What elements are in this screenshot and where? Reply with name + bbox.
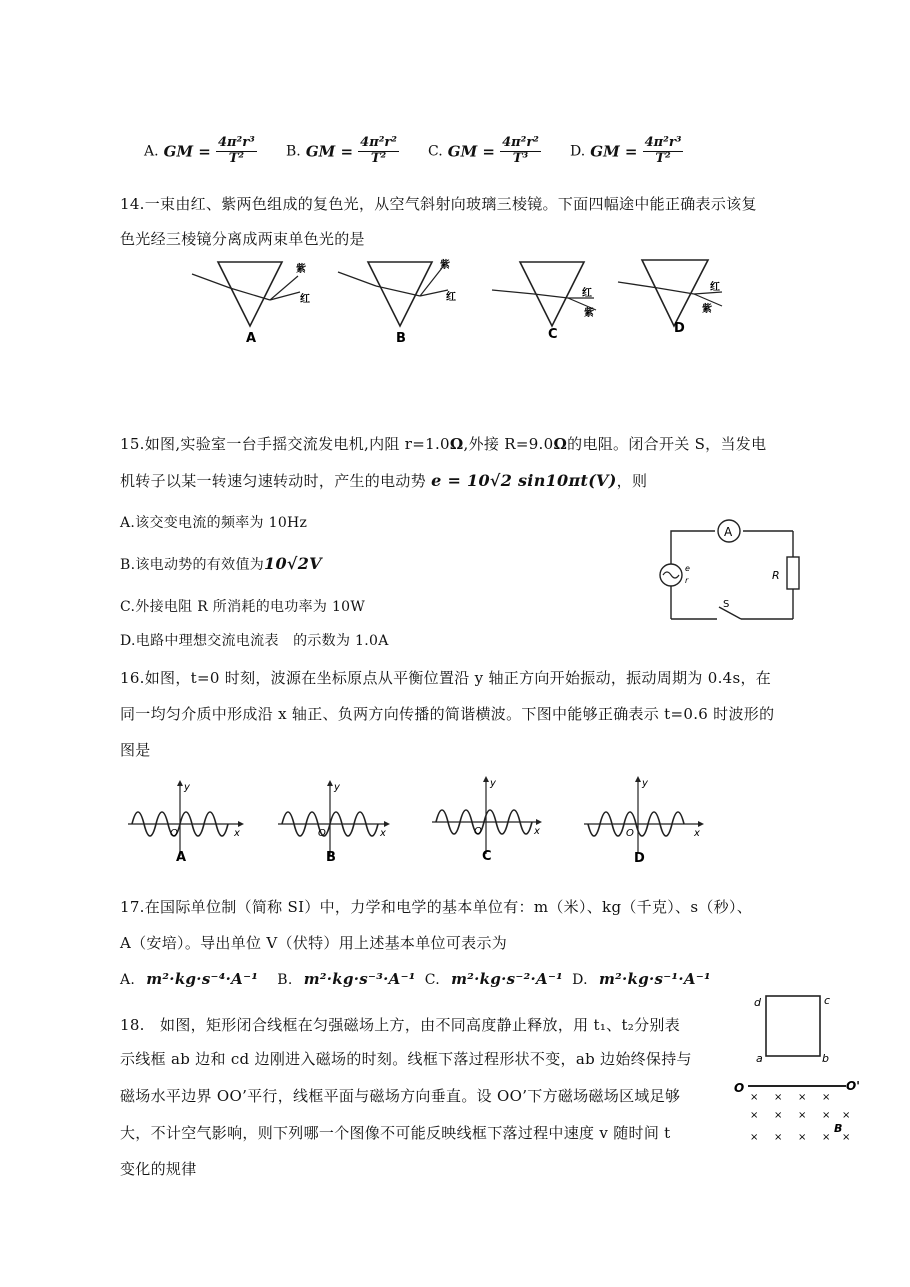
field-cross: × [822, 1132, 831, 1143]
q17-option-d-letter: D. [572, 972, 588, 988]
wave-d-label: D [634, 851, 645, 864]
q13-option-b-letter: B. [286, 143, 301, 160]
field-cross: × [798, 1110, 807, 1121]
q18-frame-field-diagram [730, 990, 870, 1150]
frame-b-label: b [822, 1052, 829, 1065]
q17-option-a-expr: m²·kg·s⁻⁴·A⁻¹ [146, 970, 259, 988]
q13-option-c-frac [500, 136, 541, 167]
q15-line1 [120, 433, 766, 454]
q17-option-a-letter: A. [120, 972, 136, 988]
wave-a-label: A [176, 850, 187, 864]
q13-option-b-num: 4π²r² [360, 135, 397, 150]
prism-figure-c [492, 262, 596, 342]
q15-line2-a: 机转子以某一转速匀速转动时，产生的电动势 [120, 472, 427, 490]
boundary-o-label: O [734, 1081, 745, 1095]
q18-line4: 大，不计空气影响，则下列哪一个图像不可能反映线框下落过程中速度 v 随时间 t [120, 1124, 671, 1142]
q17-option-c-letter: C. [424, 972, 440, 988]
q13-option-d-letter: D. [570, 143, 586, 160]
q15-option-b-math: 10√2V [264, 554, 322, 573]
q14-line1: 14.一束由红、紫两色组成的复色光，从空气斜射向玻璃三棱镜。下面四幅途中能正确表示该复 [120, 195, 757, 213]
wave-d-x-label: x [694, 828, 700, 839]
prism-d-label: D [674, 321, 685, 336]
field-cross: × [798, 1092, 807, 1103]
prism-figure-a [192, 262, 310, 346]
q15-line1-b: ,外接 R=9.0 [463, 435, 554, 453]
frame-a-label: a [756, 1052, 763, 1065]
field-cross: × [774, 1132, 783, 1143]
field-cross: × [822, 1092, 831, 1103]
wave-d-y-label: y [642, 778, 648, 789]
wave-b-label: B [326, 850, 336, 864]
q13-option-d [570, 136, 683, 167]
q13-option-b-lhs: GM = [305, 142, 354, 161]
q15-line2-b: ，则 [616, 472, 648, 490]
q13-option-a-lhs: GM = [163, 142, 211, 161]
prism-c-label: C [548, 327, 558, 342]
generator-r-label: r [685, 576, 689, 585]
q18-line1: 18. 如图，矩形闭合线框在匀强磁场上方，由不同高度静止释放，用 t₁、t₂分别表 [120, 1016, 681, 1034]
q13-options [140, 124, 740, 170]
q13-option-a [144, 136, 257, 167]
q13-option-d-frac [643, 136, 684, 167]
q13-option-d-den: T² [655, 150, 671, 166]
q17-option-b-expr: m²·kg·s⁻³·A⁻¹ [303, 970, 416, 988]
frame-c-label: c [824, 994, 831, 1007]
resistor-label: R [772, 569, 780, 582]
q16-line1: 16.如图，t=0 时刻，波源在坐标原点从平衡位置沿 y 轴正方向开始振动，振动周期为 0.4s，在 [120, 669, 772, 687]
wave-b-x-label: x [380, 828, 386, 839]
rect-frame [766, 996, 820, 1056]
field-cross: × [842, 1110, 851, 1121]
q15-ohm-1: Ω [449, 435, 464, 453]
q17-line1: 17.在国际单位制（简称 SI）中，力学和电学的基本单位有：m（米）、kg（千克）、s（秒）、 [120, 898, 753, 916]
prism-b [368, 262, 432, 326]
q15-circuit-diagram [645, 515, 810, 627]
field-cross: × [774, 1092, 783, 1103]
q15-line1-a: 15.如图,实验室一台手摇交流发电机,内阻 r=1.0 [120, 435, 450, 453]
q13-option-a-den: T² [228, 150, 245, 166]
q18-line3: 磁场水平边界 OO’平行，线框平面与磁场方向垂直。设 OO’下方磁场磁场区域足够 [120, 1087, 681, 1105]
q13-option-d-lhs: GM = [590, 142, 638, 161]
wave-a-y-label: y [184, 782, 190, 793]
field-cross: × [842, 1132, 851, 1143]
prism-a-bottom-label: 红 [300, 294, 310, 305]
magnetic-field-crosses [750, 1092, 850, 1143]
wave-a-origin-label: O [170, 828, 178, 839]
q13-option-b-den: T² [370, 150, 387, 166]
q16-line2: 同一均匀介质中形成沿 x 轴正、负两方向传播的简谐横波。下图中能够正确表示 t=0.6 时波形的 [120, 705, 775, 723]
ammeter-label: A [724, 525, 733, 539]
prism-c-bottom-label: 紫 [584, 308, 594, 319]
field-b-label: B [834, 1122, 843, 1135]
field-cross: × [798, 1132, 807, 1143]
q15-emf: e = 10√2 sin10πt(V) [431, 471, 617, 490]
q13-option-c [428, 136, 541, 167]
q16-line3: 图是 [120, 741, 151, 759]
prism-d-top-label: 红 [710, 282, 720, 293]
wave-b-origin-label: O [318, 828, 326, 839]
resistor-r [787, 557, 799, 589]
wave-figure-a [128, 780, 244, 864]
prism-c-top-label: 红 [582, 288, 592, 299]
q15-ohm-2: Ω [553, 435, 568, 453]
prism-b-bottom-label: 红 [446, 292, 456, 303]
prism-figure-b [338, 258, 456, 346]
q13-option-a-frac [216, 136, 257, 167]
wave-d-origin-label: O [626, 828, 634, 839]
wave-figure-c [432, 776, 542, 864]
q13-option-c-letter: C. [428, 143, 443, 160]
prism-a-top-label: 紫 [296, 264, 306, 275]
q15-option-b [120, 554, 322, 574]
prism-b-top-label: 紫 [440, 260, 450, 271]
prism-c-incident-ray [492, 290, 534, 294]
wave-c-x-label: x [534, 826, 540, 837]
q13-option-d-num: 4π²r³ [644, 135, 682, 150]
field-cross: × [750, 1092, 759, 1103]
prism-a-label: A [246, 331, 257, 346]
wave-figure-d [584, 776, 704, 864]
prism-d [642, 260, 708, 326]
q15-option-d: D.电路中理想交流电流表 的示数为 1.0A [120, 633, 389, 649]
wire-left-top [671, 531, 715, 565]
q13-option-c-lhs: GM = [447, 142, 495, 161]
generator-e-label: e [685, 564, 690, 573]
prism-d-bottom-label: 紫 [702, 304, 712, 315]
q15-option-a: A.该交变电流的频率为 10Hz [120, 515, 308, 531]
boundary-oprime-label: O' [846, 1079, 860, 1093]
q17-line2: A（安培）。导出单位 V（伏特）用上述基本单位可表示为 [120, 934, 508, 952]
wave-c-label: C [482, 849, 492, 864]
switch-label: S [723, 599, 730, 610]
q17-options [120, 970, 711, 988]
wave-b-y-label: y [334, 782, 340, 793]
field-cross: × [750, 1132, 759, 1143]
field-cross: × [822, 1110, 831, 1121]
prism-b-label: B [396, 331, 406, 346]
q14-line2: 色光经三棱镜分离成两束单色光的是 [120, 230, 365, 248]
q13-option-a-num: 4π²r³ [217, 135, 255, 150]
wave-a-x-label: x [234, 828, 240, 839]
q15-line2 [120, 470, 647, 491]
prism-d-incident-ray [618, 282, 658, 288]
field-cross: × [750, 1110, 759, 1121]
q18-line2: 示线框 ab 边和 cd 边刚进入磁场的时刻。线框下落过程形状不变，ab 边始终保持与 [120, 1050, 692, 1068]
q18-line5: 变化的规律 [120, 1160, 197, 1178]
q17-option-d-expr: m²·kg·s⁻¹·A⁻¹ [598, 970, 711, 988]
q15-line1-c: 的电阻。闭合开关 S，当发电 [567, 435, 767, 453]
q13-option-c-num: 4π²r² [502, 135, 539, 150]
q15-option-b-text: B.该电动势的有效值为 [120, 557, 265, 573]
q17-option-c-expr: m²·kg·s⁻²·A⁻¹ [451, 970, 564, 988]
q14-prism-figures [190, 256, 750, 348]
frame-d-label: d [754, 996, 761, 1009]
q16-wave-figures [122, 772, 722, 864]
q13-option-c-den: T³ [512, 150, 529, 166]
prism-figure-d [618, 260, 722, 336]
wave-c-origin-label: O [474, 826, 482, 837]
wave-figure-b [278, 780, 390, 864]
field-cross: × [774, 1110, 783, 1121]
q13-option-b [286, 136, 399, 167]
wave-c-y-label: y [490, 778, 496, 789]
q17-option-b-letter: B. [277, 972, 293, 988]
prism-b-incident-ray [338, 272, 376, 286]
q15-option-c: C.外接电阻 R 所消耗的电功率为 10W [120, 599, 366, 615]
q13-option-a-letter: A. [144, 143, 159, 160]
q13-option-b-frac [358, 136, 399, 167]
